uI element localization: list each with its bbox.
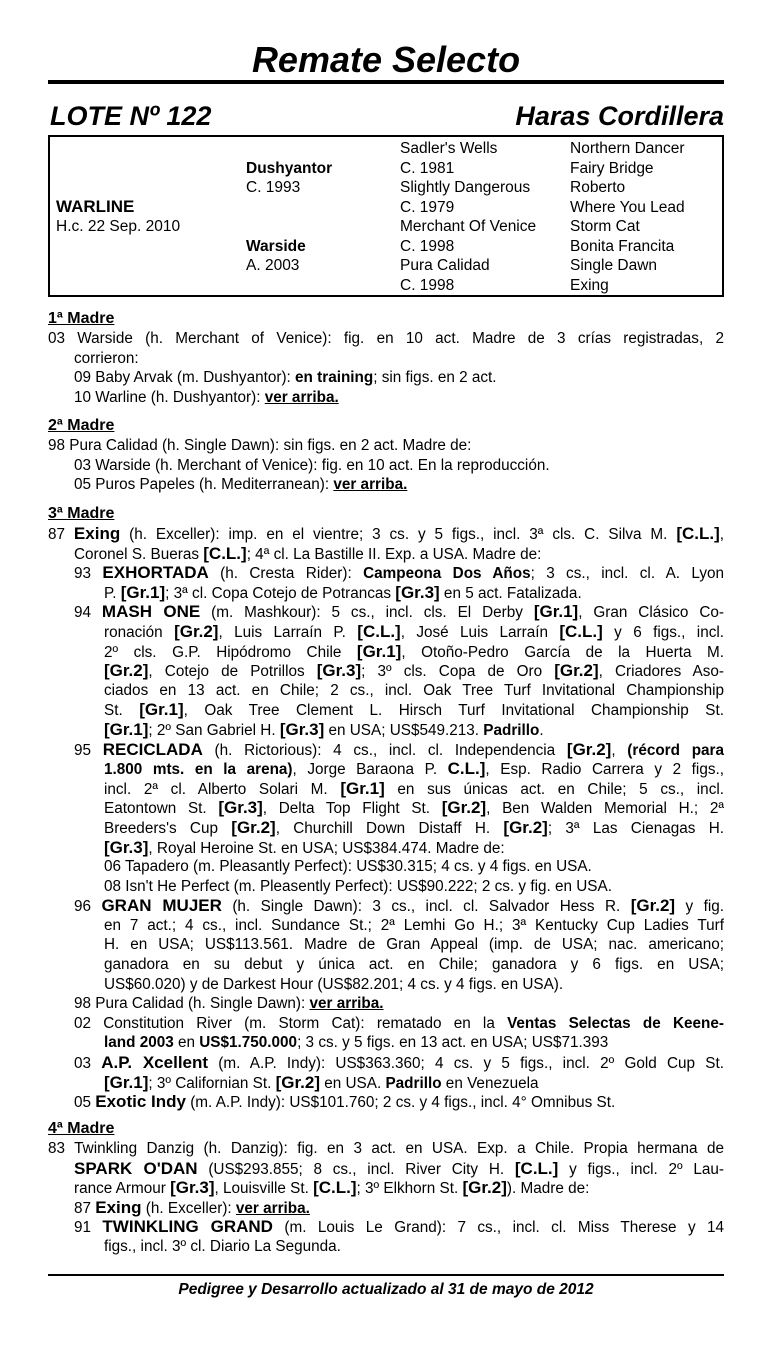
produce-line: 96 GRAN MUJER (h. Single Dawn): 3 cs., incl. cl. Salvador Hess R. [Gr.2] y fig. bbox=[74, 896, 724, 916]
produce-line: land 2003 en US$1.750.000; 3 cs. y 5 figs. en 13 act. en USA; US$71.393 bbox=[104, 1034, 609, 1052]
ancestor-3: Roberto bbox=[570, 179, 626, 196]
dam-name: Warside bbox=[246, 238, 306, 255]
see-above-link[interactable]: ver arriba. bbox=[235, 1199, 310, 1217]
see-above-link[interactable]: ver arriba. bbox=[309, 995, 384, 1013]
produce-line: 05 Puros Papeles (h. Mediterranean): ver arriba. bbox=[74, 476, 408, 494]
title-rule bbox=[48, 80, 724, 84]
produce-line: en 7 act.; 4 cs., incl. Sundance St.; 2ª Lemhi Go H.; 3ª Kentucky Cup Ladies Turf bbox=[104, 916, 724, 934]
grandsire-2: Merchant Of Venice bbox=[400, 218, 537, 235]
first-dam-heading: 1ª Madre bbox=[48, 310, 115, 327]
third-dam-section bbox=[48, 504, 724, 1112]
dam-info: A. 2003 bbox=[246, 257, 300, 274]
page-title: Remate Selecto bbox=[251, 39, 521, 80]
horse-name: WARLINE bbox=[56, 197, 135, 216]
produce-line: 93 EXHORTADA (h. Cresta Rider): Campeona Dos Años; 3 cs., incl. cl. A. Lyon bbox=[74, 563, 724, 583]
produce-line: 10 Warline (h. Dushyantor): ver arriba. bbox=[74, 388, 339, 406]
sire-name: Dushyantor bbox=[246, 160, 333, 177]
produce-line: [Gr.1]; 3º Californian St. [Gr.2] en USA. Padrillo en Venezuela bbox=[104, 1072, 539, 1092]
second-dam-heading: 2ª Madre bbox=[48, 417, 115, 434]
fourth-dam-heading: 4ª Madre bbox=[48, 1120, 115, 1137]
produce-line: ganadora en su debut y única act. en Chile; ganadora y 6 figs. en USA; bbox=[104, 956, 724, 974]
produce-line: 2º cls. G.P. Hipódromo Chile [Gr.1], Otoño-Pedro García de la Huerta M. bbox=[104, 641, 724, 661]
footer-note: Pedigree y Desarrollo actualizado al 31 de mayo de 2012 bbox=[178, 1281, 594, 1298]
text-line: 98 Pura Calidad (h. Single Dawn): sin figs. en 2 act. Madre de: bbox=[48, 437, 472, 454]
text-line: rance Armour [Gr.3], Louisville St. [C.L.]; 3º Elkhorn St. [Gr.2]). Madre de: bbox=[74, 1178, 590, 1198]
produce-line: 87 Exing (h. Exceller): ver arriba. bbox=[74, 1197, 310, 1217]
lot-number: LOTE Nº 122 bbox=[50, 101, 212, 131]
text-line: Coronel S. Bueras [C.L.]; 4ª cl. La Bastille II. Exp. a USA. Madre de: bbox=[74, 543, 542, 563]
produce-line: figs., incl. 3º cl. Diario La Segunda. bbox=[104, 1237, 341, 1255]
produce-line: US$60.020) y de Darkest Hour (US$82.201; 4 cs. y 4 figs. en USA). bbox=[104, 975, 564, 993]
text-line: 87 Exing (h. Exceller): imp. en el vientre; 3 cs. y 5 figs., incl. 3ª cls. C. Silva M. [C.L.], bbox=[48, 524, 724, 543]
granddam-2-info: C. 1998 bbox=[400, 277, 455, 294]
text-line: 83 Twinkling Danzig (h. Danzig): fig. en 3 act. en USA. Exp. a Chile. Propia hermana de bbox=[48, 1140, 724, 1157]
produce-line: 1.800 mts. en la arena), Jorge Baraona P. C.L.], Esp. Radio Carrera y 2 figs., bbox=[104, 759, 724, 779]
produce-line: 02 Constitution River (m. Storm Cat): rematado en la Ventas Selectas de Keene- bbox=[74, 1014, 724, 1032]
produce-line: 95 RECICLADA (h. Rictorious): 4 cs., incl. cl. Independencia [Gr.2], (récord para bbox=[74, 739, 724, 759]
produce-line: 03 A.P. Xcellent (m. A.P. Indy): US$363.360; 4 cs. y 5 figs., incl. 2º Gold Cup St. bbox=[74, 1053, 724, 1073]
produce-line: 05 Exotic Indy (m. A.P. Indy): US$101.760; 2 cs. y 4 figs., incl. 4° Omnibus St. bbox=[74, 1092, 616, 1112]
produce-line: P. [Gr.1]; 3ª cl. Copa Cotejo de Potrancas [Gr.3] en 5 act. Fatalizada. bbox=[104, 582, 582, 602]
produce-line: 06 Tapadero (m. Pleasantly Perfect): US$30.315; 4 cs. y 4 figs. en USA. bbox=[104, 858, 592, 876]
produce-line: [Gr.2], Cotejo de Potrillos [Gr.3]; 3º cls. Copa de Oro [Gr.2], Criadores Aso- bbox=[104, 661, 724, 681]
produce-line: 08 Isn't He Perfect (m. Pleasently Perfect): US$90.222; 2 cs. y fig. en USA. bbox=[104, 877, 612, 895]
produce-line: 98 Pura Calidad (h. Single Dawn): ver arriba. bbox=[74, 995, 384, 1013]
first-dam-section bbox=[48, 309, 724, 407]
third-dam-heading: 3ª Madre bbox=[48, 505, 115, 522]
grandsire-1-info: C. 1981 bbox=[400, 160, 455, 177]
produce-line: [Gr.3], Royal Heroine St. en USA; US$384.474. Madre de: bbox=[104, 837, 505, 857]
second-dam-section bbox=[48, 416, 724, 495]
fourth-dam-section bbox=[48, 1119, 724, 1257]
text-line: corrieron: bbox=[74, 349, 139, 367]
produce-line: Eatontown St. [Gr.3], Delta Top Flight St. [Gr.2], Ben Walden Memorial H.; 2ª bbox=[104, 798, 724, 818]
produce-line: ciados en 13 act. en Chile; 2 cs., incl. Oak Tree Turf Invitational Championship bbox=[104, 681, 724, 699]
see-above-link[interactable]: ver arriba. bbox=[333, 476, 408, 494]
produce-line: H. en USA; US$113.561. Madre de Gran Appeal (imp. de USA; nac. americano; bbox=[104, 936, 724, 954]
produce-line: ronación [Gr.2], Luis Larraín P. [C.L.], José Luis Larraín [C.L.] y 6 figs., incl. bbox=[104, 621, 724, 641]
ancestor-7: Single Dawn bbox=[570, 257, 658, 274]
produce-line: 91 TWINKLING GRAND (m. Louis Le Grand): 7 cs., incl. cl. Miss Therese y 14 bbox=[74, 1217, 724, 1237]
ancestor-4: Where You Lead bbox=[570, 199, 685, 216]
produce-line: Breeders's Cup [Gr.2], Churchill Down Distaff H. [Gr.2]; 3ª Las Cienagas H. bbox=[104, 817, 724, 837]
grandsire-2-info: C. 1998 bbox=[400, 238, 455, 255]
sire-info: C. 1993 bbox=[246, 179, 301, 196]
granddam-1-info: C. 1979 bbox=[400, 199, 455, 216]
text-line: SPARK O'DAN (US$293.855; 8 cs., incl. River City H. [C.L.] y figs., incl. 2º Lau- bbox=[74, 1158, 724, 1178]
ancestor-5: Storm Cat bbox=[570, 218, 640, 235]
text-line: 03 Warside (h. Merchant of Venice): fig. en 10 act. Madre de 3 crías registradas, 2 bbox=[48, 330, 724, 347]
footer-rule bbox=[48, 1274, 724, 1276]
ancestor-1: Northern Dancer bbox=[570, 140, 685, 157]
grandsire-1: Sadler's Wells bbox=[400, 140, 498, 157]
produce-line: 94 MASH ONE (m. Mashkour): 5 cs., incl. cls. El Derby [Gr.1], Gran Clásico Co- bbox=[74, 602, 724, 622]
horse-info: H.c. 22 Sep. 2010 bbox=[56, 218, 181, 235]
produce-line: 09 Baby Arvak (m. Dushyantor): en training; sin figs. en 2 act. bbox=[74, 369, 497, 387]
granddam-2: Pura Calidad bbox=[400, 257, 490, 274]
stud-name: Haras Cordillera bbox=[515, 101, 724, 131]
produce-line: St. [Gr.1], Oak Tree Clement L. Hirsch Turf Invitational Championship St. bbox=[104, 700, 724, 720]
produce-line: [Gr.1]; 2º San Gabriel H. [Gr.3] en USA; US$549.213. Padrillo. bbox=[104, 719, 544, 739]
ancestor-6: Bonita Francita bbox=[570, 238, 675, 255]
produce-line: incl. 2ª cl. Alberto Solari M. [Gr.1] en sus únicas act. en Chile; 5 cs., incl. bbox=[104, 778, 724, 798]
produce-line: 03 Warside (h. Merchant of Venice): fig. en 10 act. En la reproducción. bbox=[74, 456, 550, 474]
granddam-1: Slightly Dangerous bbox=[400, 179, 531, 196]
ancestor-2: Fairy Bridge bbox=[570, 160, 654, 177]
ancestor-8: Exing bbox=[570, 277, 609, 294]
see-above-link[interactable]: ver arriba. bbox=[264, 388, 339, 406]
pedigree-table bbox=[48, 135, 724, 297]
